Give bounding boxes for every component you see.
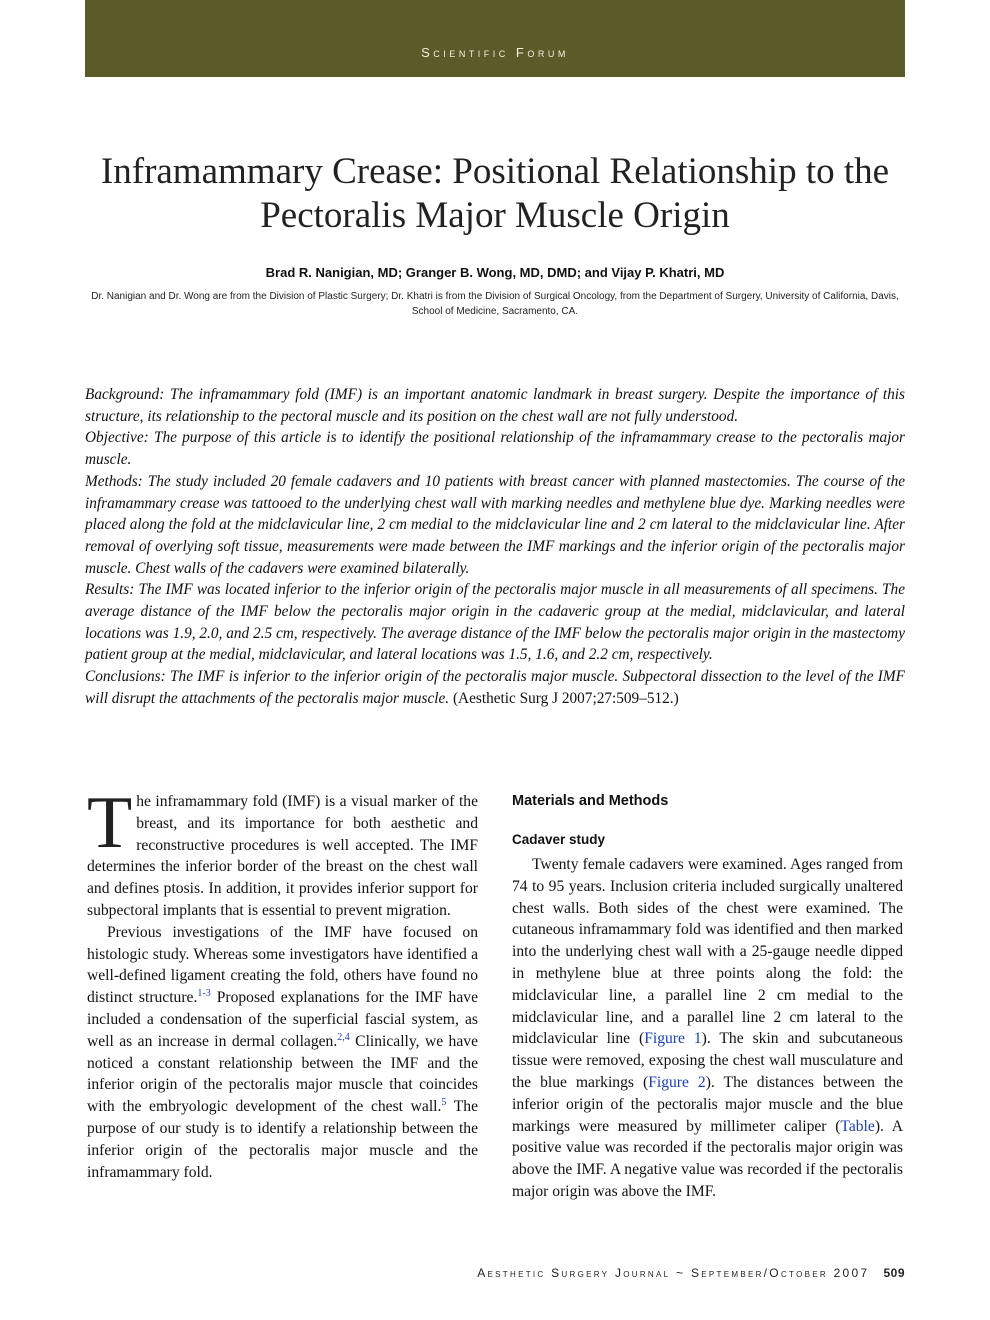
subsection-heading: Cadaver study: [512, 832, 606, 847]
figure-2-link[interactable]: Figure 2: [648, 1073, 706, 1091]
paragraph-text: ). The distances between the inferior origin of the pectoralis major muscle and the blue markings were measured by millimeter caliper (: [512, 1073, 903, 1135]
abstract-label: Background:: [85, 386, 165, 403]
abstract-text: The study included 20 female cadavers and 10 patients with breast cancer with planned mastectomies. The course of the inframammary crease was tattooed to the underlying chest wall with marking needles and methylene blue dye. Marking needles were placed along the fold at the midclavicular line, 2 cm medial to the midclavicular line and 2 cm lateral to the midclavicular line. After removal of overlying soft tissue, measurements were made between the IMF markings and the inferior origin of the pectoralis major muscle. Chest walls of the cadavers were examined bilaterally.: [85, 472, 906, 577]
figure-1-link[interactable]: Figure 1: [644, 1030, 702, 1048]
abstract-conclusions: [85, 666, 905, 709]
paragraph-text: The purpose of our study is to identify a relationship between the inferior origin of the pectoralis major muscle and the inframammary fold.: [87, 1098, 478, 1181]
article-title: Inframammary Crease: Positional Relationship to the Pectoralis Major Muscle Origin: [100, 151, 890, 236]
reference-link[interactable]: 2,4: [337, 1031, 350, 1043]
abstract-citation: (Aesthetic Surg J 2007;27:509–512.): [452, 689, 679, 707]
page-number: 509: [883, 1266, 905, 1280]
drop-cap: T: [87, 782, 133, 864]
abstract-objective: [85, 427, 905, 470]
abstract-results: [85, 579, 905, 666]
abstract: [85, 384, 905, 710]
paragraph-text: he inframammary fold (IMF) is a visual marker of the breast, and its importance for both aesthetic and reconstructive procedures is well accepted. The IMF determines the inferior border of the breast on the chest wall and defines ptosis. In addition, it provides inferior support for subpectoral implants that is essential to prevent migration.: [87, 793, 478, 919]
section-heading: Materials and Methods: [512, 793, 669, 809]
paragraph-text: Twenty female cadavers were examined. Ages ranged from 74 to 95 years. Inclusion criteria included surgically unaltered chest walls. Both sides of the chest were examined. The cutaneous inframammary fold was identified and then marked into the underlying chest wall with a 25-gauge needle dipped in methylene blue at three points along the fold: the midclavicular line, a parallel line 2 cm medial to the midclavicular line, and a parallel line 2 cm lateral to the midclavicular line (: [512, 856, 903, 1048]
section-label: Scientific Forum: [421, 45, 569, 60]
abstract-label: Methods:: [85, 472, 143, 490]
journal-name: Aesthetic Surgery Journal ~ September/October 2007: [477, 1266, 870, 1280]
author-list: Brad R. Nanigian, MD; Granger B. Wong, MD, DMD; and Vijay P. Khatri, MD: [265, 265, 725, 280]
abstract-label: Results:: [85, 581, 135, 599]
abstract-label: Objective:: [85, 429, 149, 447]
abstract-text: The inframammary fold (IMF) is an important anatomic landmark in breast surgery. Despite the importance of this structure, its relationship to the pectoral muscle and its position on the chest wall are not fully understood.: [85, 386, 905, 425]
paragraph-text: ). A positive value was recorded if the pectoralis major origin was above the IMF. A negative value was recorded if the pectoralis major origin was above the IMF.: [512, 1117, 903, 1200]
reference-link[interactable]: 5: [441, 1096, 447, 1108]
abstract-text: The purpose of this article is to identify the positional relationship of the inframammary crease to the pectoralis major muscle.: [85, 429, 905, 469]
intro-paragraph-1: [87, 782, 478, 922]
reference-link[interactable]: 1-3: [197, 987, 211, 999]
left-column: [87, 782, 478, 1183]
paragraph-text: Clinically, we have noticed a constant relationship between the IMF and the inferior origin of the pectoralis major muscle that coincides with the embryologic development of the chest wall.: [87, 1032, 478, 1116]
intro-paragraph-2: [87, 922, 478, 1184]
right-column: [512, 791, 903, 1203]
paragraph-text: Previous investigations of the IMF have focused on histologic study. Whereas some investigators have identified a well-defined ligament creating the fold, others have found no distinct structure.: [87, 923, 478, 1007]
paragraph-text: Proposed explanations for the IMF have included a condensation of the superficial fascial system, as well as an increase in dermal collagen.: [87, 989, 478, 1050]
page-footer: [477, 1266, 905, 1280]
abstract-label: Conclusions:: [85, 668, 166, 686]
paragraph-text: ). The skin and subcutaneous tissue were removed, exposing the chest wall musculature and the blue markings (: [512, 1030, 903, 1091]
section-banner: [85, 0, 905, 77]
methods-paragraph: [512, 854, 903, 1203]
abstract-text: The IMF is inferior to the inferior origin of the pectoralis major muscle. Subpectoral dissection to the level of the IMF will disrupt the attachments of the pectoralis major muscle.: [85, 668, 905, 707]
abstract-background: [85, 384, 905, 427]
author-affiliation: Dr. Nanigian and Dr. Wong are from the Division of Plastic Surgery; Dr. Khatri is from the Division of Surgical Oncology, from the Department of Surgery, University of California, Davis, School of Medicine, Sacramento, CA.: [91, 291, 899, 317]
table-link[interactable]: Table: [840, 1117, 875, 1135]
abstract-methods: [85, 471, 905, 580]
abstract-text: The IMF was located inferior to the inferior origin of the pectoralis major muscle in all measurements of all specimens. The average distance of the IMF below the pectoralis major origin in the cadaveric group at the medial, midclavicular, and lateral locations was 1.9, 2.0, and 2.5 cm, respectively. The average distance of the IMF below the pectoralis major origin in the mastectomy patient group at the medial, midclavicular, and lateral locations was 1.5, 1.6, and 2.2 cm, respectively.: [85, 581, 905, 664]
